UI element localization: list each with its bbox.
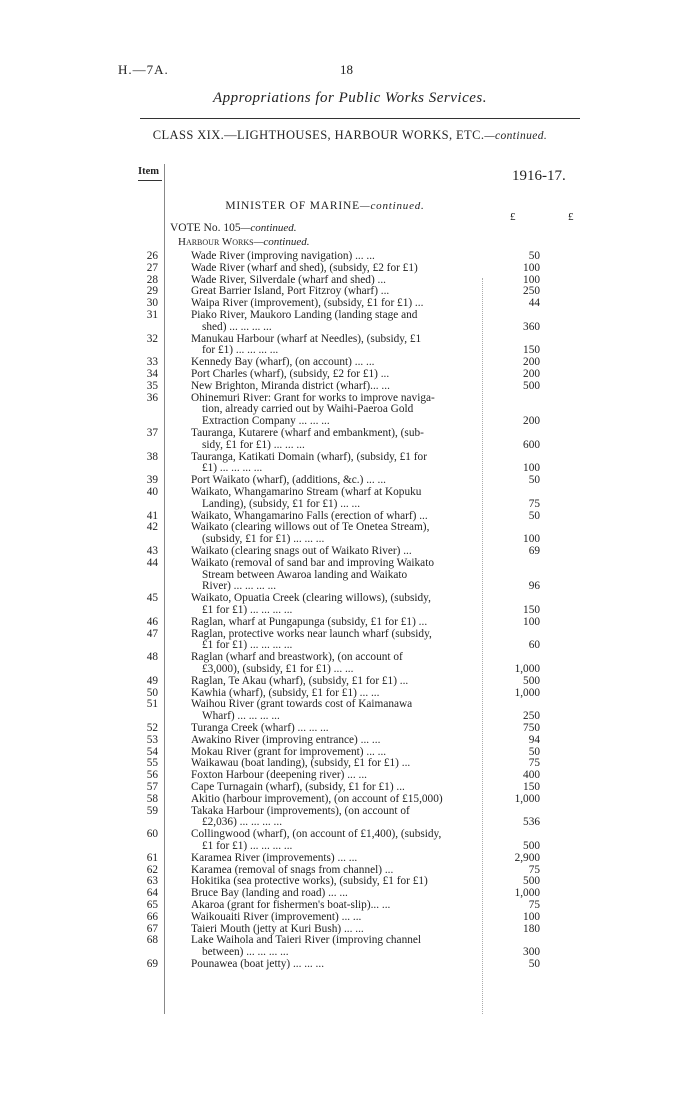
item-amount: 500 xyxy=(523,674,540,687)
pound-sign-second: £ xyxy=(568,211,574,223)
item-amount: 75 xyxy=(528,757,540,770)
item-description-line: Tauranga, Katikati Domain (wharf), (subsidy, £1 for xyxy=(191,450,427,463)
item-amount: 360 xyxy=(523,320,540,333)
item-number: 44 xyxy=(146,556,158,569)
item-description xyxy=(191,912,477,924)
item-number: 58 xyxy=(146,792,158,805)
item-description xyxy=(191,428,477,452)
item-amount: 100 xyxy=(523,533,540,546)
item-description-line: £1 for £1) ... ... ... ... xyxy=(202,839,293,852)
item-amount: 200 xyxy=(523,356,540,369)
item-amount: 75 xyxy=(528,497,540,510)
item-description xyxy=(191,806,477,830)
item-description-line: Tauranga, Kutarere (wharf and embankment), (sub- xyxy=(191,427,424,439)
item-number: 60 xyxy=(146,828,158,841)
item-number: 49 xyxy=(146,674,158,687)
item-description-line: between) ... ... ... ... xyxy=(202,946,289,959)
item-description-line: Taieri Mouth (jetty at Kuri Bush) ... ... xyxy=(191,922,364,935)
item-description xyxy=(191,829,477,853)
item-number: 27 xyxy=(146,261,158,274)
item-description-line: Ohinemuri River: Grant for works to improve naviga- xyxy=(191,391,435,404)
section-continued: —continued. xyxy=(253,236,310,248)
item-description-line: Waikato, Whangamarino Stream (wharf at Kopuku xyxy=(191,486,422,498)
item-description-line: Foxton Harbour (deepening river) ... ... xyxy=(191,769,367,782)
item-description xyxy=(191,652,477,676)
item-column-header: Item xyxy=(138,166,159,177)
item-description-line: Waikato (clearing snags out of Waikato River) ... xyxy=(191,545,412,557)
item-description-line: Hokitika (sea protective works), (subsidy, £1 for £1) xyxy=(191,875,428,888)
item-description-line: Pounawea (boat jetty) ... ... ... xyxy=(191,958,325,970)
item-description-line: Great Barrier Island, Port Fitzroy (wharf) ... xyxy=(191,285,390,298)
class-heading-text: CLASS XIX.—LIGHTHOUSES, HARBOUR WORKS, ETC. xyxy=(152,128,485,142)
item-description-line: Kawhia (wharf), (subsidy, £1 for £1) ... ... xyxy=(191,686,380,699)
report-reference: H.—7A. xyxy=(118,62,169,77)
item-description-line: Waikato (clearing willows out of Te Onetea Stream), xyxy=(191,521,430,534)
item-description-line: Lake Waihola and Taieri River (improving channel xyxy=(191,934,422,947)
pound-sign-first: £ xyxy=(510,211,516,223)
item-number: 64 xyxy=(146,887,158,900)
item-number: 54 xyxy=(146,745,158,758)
item-description-line: Landing), (subsidy, £1 for £1) ... ... xyxy=(202,497,361,510)
item-description-line: New Brighton, Miranda district (wharf)... ... xyxy=(191,379,390,392)
item-description-line: Cape Turnagain (wharf), (subsidy, £1 for £1) ... xyxy=(191,781,405,793)
item-description xyxy=(191,699,477,723)
item-amount: 100 xyxy=(523,615,540,628)
item-number: 56 xyxy=(146,769,158,782)
item-amount: 75 xyxy=(528,863,540,876)
item-amount: 500 xyxy=(523,875,540,888)
item-amount: 94 xyxy=(528,733,540,746)
item-amount: 180 xyxy=(523,922,540,935)
item-description-line: £2,036) ... ... ... ... xyxy=(202,816,283,829)
item-amount: 1,000 xyxy=(514,686,540,699)
item-description xyxy=(191,334,477,358)
item-number: 46 xyxy=(146,615,158,628)
item-number: 31 xyxy=(146,309,158,321)
item-description xyxy=(191,794,477,806)
item-description-line: Wharf) ... ... ... ... xyxy=(202,710,280,723)
item-amount: 150 xyxy=(523,781,540,793)
item-description-line: Piako River, Maukoro Landing (landing stage and xyxy=(191,309,418,321)
item-number: 26 xyxy=(146,250,158,262)
item-amount: 1,000 xyxy=(514,662,540,675)
item-description-line: Bruce Bay (landing and road) ... ... xyxy=(191,887,348,900)
amount-column-divider xyxy=(482,278,483,1014)
item-number: 35 xyxy=(146,379,158,392)
item-number: 63 xyxy=(146,875,158,888)
minister-continued: —continued. xyxy=(359,200,425,212)
item-amount: 400 xyxy=(523,769,540,782)
item-number: 28 xyxy=(146,273,158,286)
item-amount: 250 xyxy=(523,710,540,723)
item-description xyxy=(191,393,477,428)
minister-heading-text: MINISTER OF MARINE xyxy=(225,200,360,212)
item-number: 45 xyxy=(146,592,158,605)
item-number: 53 xyxy=(146,733,158,746)
item-description xyxy=(191,381,477,393)
item-amount: 50 xyxy=(528,474,540,487)
item-number: 55 xyxy=(146,757,158,770)
item-description xyxy=(191,629,477,653)
item-description-line: Collingwood (wharf), (on account of £1,400), (subsidy, xyxy=(191,828,442,841)
item-number: 29 xyxy=(146,285,158,298)
item-amount: 600 xyxy=(523,438,540,451)
item-number: 48 xyxy=(146,651,158,664)
item-description xyxy=(191,558,477,593)
item-amount: 536 xyxy=(523,816,540,829)
item-number: 61 xyxy=(146,851,158,864)
item-number: 32 xyxy=(146,332,158,345)
vote-continued: —continued. xyxy=(240,222,297,234)
item-amount: 100 xyxy=(523,462,540,475)
item-description-line: Wade River, Silverdale (wharf and shed) ... xyxy=(191,273,387,286)
item-description xyxy=(191,676,477,688)
item-amount: 50 xyxy=(528,745,540,758)
item-column-divider xyxy=(164,164,165,1014)
item-description-line: Port Charles (wharf), (subsidy, £2 for £1) ... xyxy=(191,368,390,380)
item-number: 50 xyxy=(146,686,158,699)
item-amount: 200 xyxy=(523,415,540,428)
item-description-line: tion, already carried out by Waihi-Paeroa Gold xyxy=(202,403,414,416)
item-description-line: Raglan, wharf at Pungapunga (subsidy, £1 for £1) ... xyxy=(191,615,428,628)
item-number: 42 xyxy=(146,521,158,534)
item-number: 62 xyxy=(146,863,158,876)
item-description-line: Raglan, protective works near launch wharf (subsidy, xyxy=(191,627,432,640)
item-amount: 44 xyxy=(528,297,540,310)
item-number: 30 xyxy=(146,297,158,310)
item-description xyxy=(191,487,477,511)
item-description-line: Waikato (removal of sand bar and improving Waikato xyxy=(191,556,434,569)
item-description-line: Extraction Company ... ... ... xyxy=(202,415,330,428)
vote-heading xyxy=(170,222,297,234)
item-amount: 300 xyxy=(523,946,540,959)
item-amount: 150 xyxy=(523,344,540,357)
section-heading-text: Harbour Works xyxy=(178,236,254,248)
item-amount: 750 xyxy=(523,722,540,734)
page-number: 18 xyxy=(340,62,353,77)
item-amount: 100 xyxy=(523,910,540,923)
item-number: 57 xyxy=(146,781,158,793)
item-description xyxy=(191,853,477,865)
item-number: 41 xyxy=(146,509,158,522)
item-number: 51 xyxy=(146,698,158,711)
item-amount: 250 xyxy=(523,285,540,298)
item-description-line: £3,000), (subsidy, £1 for £1) ... ... xyxy=(202,662,354,675)
item-description-line: £1) ... ... ... ... xyxy=(202,462,263,475)
item-description xyxy=(191,310,477,334)
item-description xyxy=(191,935,477,959)
item-amount: 100 xyxy=(523,261,540,274)
section-heading xyxy=(178,236,309,248)
item-number: 66 xyxy=(146,910,158,923)
item-description xyxy=(191,263,477,275)
vote-heading-text: VOTE No. 105 xyxy=(170,222,241,234)
item-description xyxy=(191,522,477,546)
item-amount: 1,000 xyxy=(514,792,540,805)
item-amount: 50 xyxy=(528,250,540,262)
page-title: Appropriations for Public Works Services. xyxy=(213,90,487,106)
item-description-line: Waikato, Opuatia Creek (clearing willows), (subsidy, xyxy=(191,592,431,605)
item-header-rule xyxy=(138,180,162,181)
item-amount: 96 xyxy=(528,580,540,593)
item-description-line: shed) ... ... ... ... xyxy=(202,320,272,333)
item-description-line: Wade River (improving navigation) ... ... xyxy=(191,250,375,262)
item-description-line: £1 for £1) ... ... ... ... xyxy=(202,639,293,652)
item-number: 40 xyxy=(146,486,158,498)
item-amount: 1,000 xyxy=(514,887,540,900)
item-description-line: Waipa River (improvement), (subsidy, £1 for £1) ... xyxy=(191,297,424,310)
class-continued: —continued. xyxy=(484,130,548,142)
item-description-line: Awakino River (improving entrance) ... ... xyxy=(191,733,381,746)
item-description-line: (subsidy, £1 for £1) ... ... ... xyxy=(202,533,325,546)
item-description-line: Waihou River (grant towards cost of Kaimanawa xyxy=(191,698,413,711)
item-amount: 60 xyxy=(528,639,540,652)
item-amount: 50 xyxy=(528,509,540,522)
item-number: 47 xyxy=(146,627,158,640)
item-description-line: sidy, £1 for £1) ... ... ... xyxy=(202,438,305,451)
item-description-line: Akaroa (grant for fishermen's boat-slip)... ... xyxy=(191,899,391,911)
item-description-line: Kennedy Bay (wharf), (on account) ... ... xyxy=(191,356,375,369)
item-number: 43 xyxy=(146,545,158,557)
class-heading xyxy=(0,128,700,143)
item-description-line: Turanga Creek (wharf) ... ... ... xyxy=(191,722,329,734)
item-description-line: Wade River (wharf and shed), (subsidy, £2 for £1) xyxy=(191,261,418,274)
item-amount: 2,900 xyxy=(514,851,540,864)
item-description-line: Mokau River (grant for improvement) ... ... xyxy=(191,745,387,758)
item-amount: 200 xyxy=(523,368,540,380)
item-description-line: Waikouaiti River (improvement) ... ... xyxy=(191,910,362,923)
item-amount: 69 xyxy=(528,545,540,557)
item-description-line: Raglan (wharf and breastwork), (on account of xyxy=(191,651,403,664)
item-number: 39 xyxy=(146,474,158,487)
item-description xyxy=(191,617,477,629)
item-number: 65 xyxy=(146,899,158,911)
minister-heading xyxy=(0,200,650,212)
item-description-line: Manukau Harbour (wharf at Needles), (subsidy, £1 xyxy=(191,332,422,345)
item-description-line: Stream between Awaroa landing and Waikato xyxy=(202,568,408,581)
item-amount: 500 xyxy=(523,839,540,852)
item-number: 36 xyxy=(146,391,158,404)
item-number: 38 xyxy=(146,450,158,463)
item-amount: 50 xyxy=(528,958,540,970)
year-column-header: 1916-17. xyxy=(512,168,566,184)
item-amount: 75 xyxy=(528,899,540,911)
item-description-line: Takaka Harbour (improvements), (on account of xyxy=(191,804,410,817)
item-description-line: Raglan, Te Akau (wharf), (subsidy, £1 for £1) ... xyxy=(191,674,409,687)
title-rule xyxy=(140,118,580,119)
item-description xyxy=(191,593,477,617)
item-description-line: Karamea (removal of snags from channel) ... xyxy=(191,863,394,876)
item-description-line: Karamea River (improvements) ... ... xyxy=(191,851,358,864)
item-amount: 150 xyxy=(523,603,540,616)
item-description-line: Port Waikato (wharf), (additions, &c.) ... ... xyxy=(191,474,386,487)
item-number: 33 xyxy=(146,356,158,369)
item-amount: 500 xyxy=(523,379,540,392)
item-description xyxy=(191,735,477,747)
item-description-line: Waikawau (boat landing), (subsidy, £1 for £1) ... xyxy=(191,757,411,770)
item-number: 68 xyxy=(146,934,158,947)
item-description xyxy=(191,959,477,971)
item-number: 59 xyxy=(146,804,158,817)
item-description-line: Waikato, Whangamarino Falls (erection of wharf) ... xyxy=(191,509,428,522)
item-number: 52 xyxy=(146,722,158,734)
item-description-line: £1 for £1) ... ... ... ... xyxy=(202,603,293,616)
item-number: 37 xyxy=(146,427,158,439)
item-description-line: River) ... ... ... ... xyxy=(202,580,277,593)
item-number: 69 xyxy=(146,958,158,970)
item-description-line: Akitio (harbour improvement), (on account of £15,000) xyxy=(191,792,443,805)
item-description-line: for £1) ... ... ... ... xyxy=(202,344,279,357)
item-number: 34 xyxy=(146,368,158,380)
item-description xyxy=(191,452,477,476)
item-number: 67 xyxy=(146,922,158,935)
item-amount: 100 xyxy=(523,273,540,286)
